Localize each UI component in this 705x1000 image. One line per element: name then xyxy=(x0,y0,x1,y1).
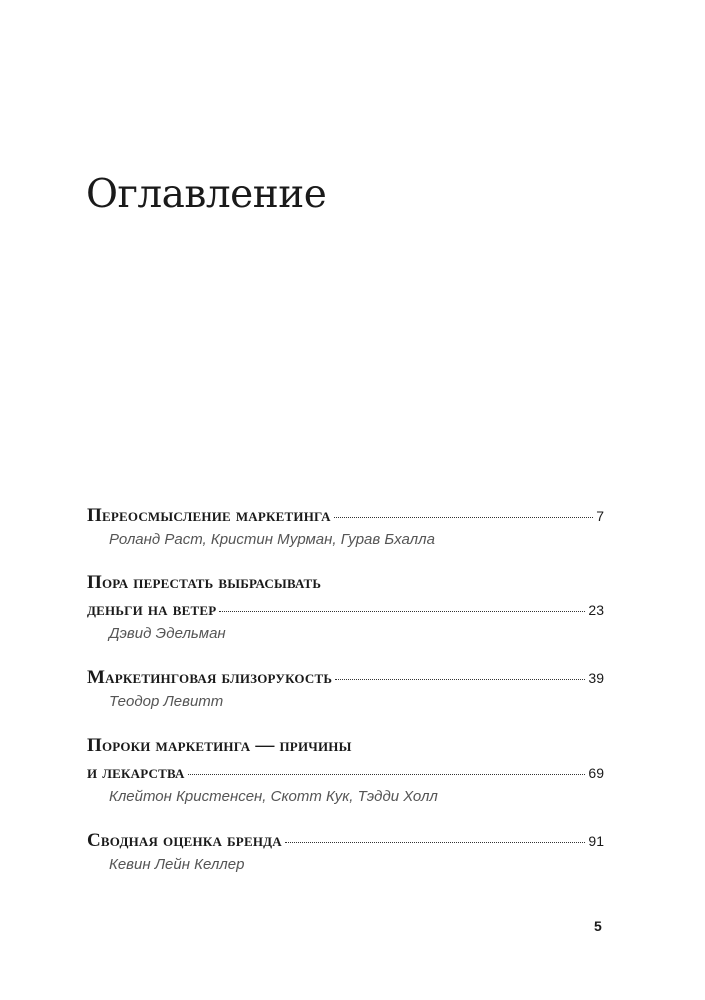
toc-entry-title[interactable]: Маркетинговая близорукость xyxy=(87,667,333,688)
toc-entry-title[interactable]: Переосмысление маркетинга xyxy=(87,505,331,526)
dot-leader xyxy=(188,774,586,775)
toc-entry-title[interactable]: Пора перестать выбрасывать xyxy=(87,572,322,593)
toc-entry-title[interactable]: Сводная оценка бренда xyxy=(87,830,282,851)
toc-page-number[interactable]: 7 xyxy=(596,508,604,524)
toc-entry-brand-report-card[interactable] xyxy=(87,830,604,873)
dot-leader xyxy=(285,842,586,843)
toc-entry-title-continued[interactable]: деньги на ветер xyxy=(87,599,217,620)
toc-entry-authors: Дэвид Эдельман xyxy=(109,625,226,642)
toc-page-number[interactable]: 39 xyxy=(588,670,604,686)
toc-entry-authors: Клейтон Кристенсен, Скотт Кук, Тэдди Холл xyxy=(109,788,438,805)
toc-entry-marketing-malpractice[interactable] xyxy=(87,735,604,805)
dot-leader xyxy=(335,679,585,680)
footer-page-number: 5 xyxy=(594,918,602,934)
dot-leader xyxy=(334,517,594,518)
toc-entry-authors: Роланд Раст, Кристин Мурман, Гурав Бхалла xyxy=(109,531,435,548)
toc-entry-title-continued[interactable]: и лекарства xyxy=(87,762,185,783)
toc-page-number[interactable]: 69 xyxy=(588,765,604,781)
toc-entry-authors: Теодор Левитт xyxy=(109,693,224,710)
toc-page-number[interactable]: 91 xyxy=(588,833,604,849)
toc-entry-rethinking-marketing[interactable] xyxy=(87,505,604,548)
toc-entry-title[interactable]: Пороки маркетинга — причины xyxy=(87,735,352,756)
toc-entry-marketing-myopia[interactable] xyxy=(87,667,604,710)
page-title: Оглавление xyxy=(86,172,327,217)
toc-entry-authors: Кевин Лейн Келлер xyxy=(109,856,245,873)
toc-page-number[interactable]: 23 xyxy=(588,602,604,618)
toc-entry-stop-wasting-money[interactable] xyxy=(87,572,604,642)
dot-leader xyxy=(219,611,585,612)
